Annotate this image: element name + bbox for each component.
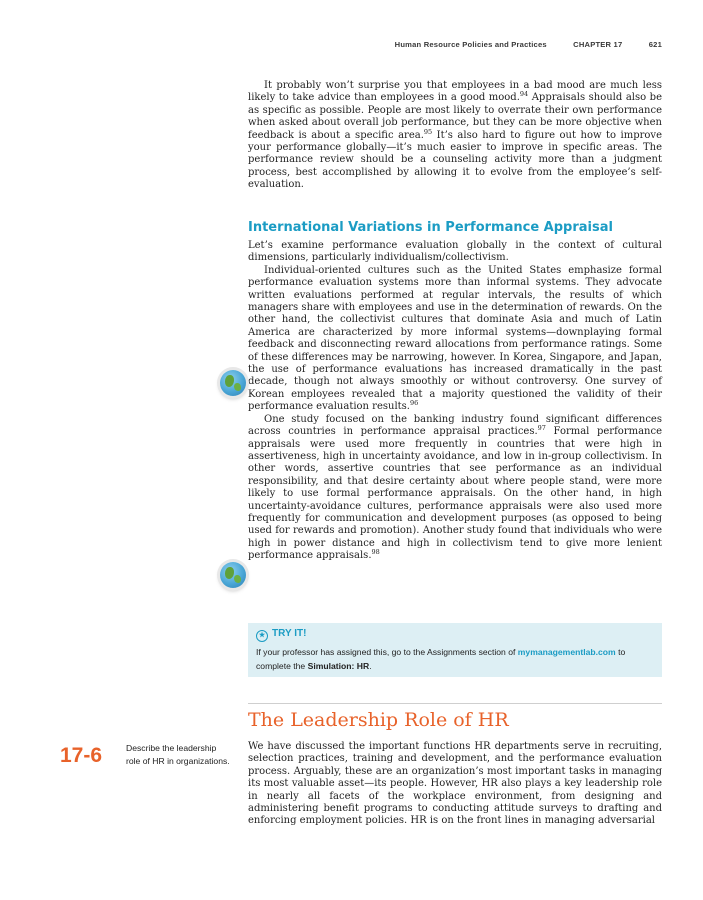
section-heading-international: International Variations in Performance Appraisal: [248, 220, 613, 235]
endnote-96: 96: [409, 399, 419, 408]
try-it-title: ★ TRY IT!: [256, 628, 306, 642]
star-icon: ★: [256, 630, 268, 642]
try-it-text: If your professor has assigned this, go to the Assignments section of mymanagementlab.com to complete the Simulation: HR.: [256, 647, 626, 671]
globe-icon: [220, 562, 246, 588]
endnote-97: 97: [537, 424, 546, 433]
intro-paragraph-block: [248, 80, 662, 192]
intro-paragraph: It probably won’t surprise you that employees in a bad mood are much less likely to take advice than employees in a good mood.$^{94}$ Appraisals should also be as specific as possible. People are most likely to overrate their own performance when asked about overall job performance, but they can be more objective when feedback is about a specific area.$^{95}$ It’s also hard to figure out how to improve your performance globally—it’s much easier to improve in specific areas. The performance review should be a counseling activity more than a judgment process, best accomplished by allowing it to evolve from the employee’s self-evaluation.: [248, 80, 662, 191]
endnote-98: 98: [371, 548, 380, 557]
try-it-box: [248, 623, 662, 677]
globe-icon: [220, 370, 246, 396]
mymanagementlab-link[interactable]: mymanagementlab.com: [517, 647, 616, 657]
section-heading-leadership: The Leadership Role of HR: [248, 709, 509, 731]
running-head-title: Human Resource Policies and Practices: [394, 40, 547, 49]
learning-objective-text: Describe the leadership role of HR in organizations.: [126, 743, 230, 766]
running-head: [300, 40, 662, 49]
leadership-text-block: [248, 741, 662, 828]
endnote-94: 94: [519, 90, 529, 99]
international-paragraph-1: Let’s examine performance evaluation globally in the context of cultural dimensions, particularly individualism/collectivism.: [248, 240, 662, 264]
leadership-paragraph: We have discussed the important functions HR departments serve in recruiting, selection practices, training and development, and the performance evaluation process. Arguably, these are an organization’s most important tasks in managing its most valuable asset—its people. However, HR also plays a key leadership role in nearly all facets of the workplace environment, from designing and administering benefit programs to conducting attitude surveys to drafting and enforcing employment policies. HR is on the front lines in managing adversarial: [248, 741, 662, 827]
international-paragraph-3: One study focused on the banking industry found significant differences across countries in performance appraisal practices.$^{97}$ Formal performance appraisals were used more frequently in countries that were high in assertiveness, high in uncertainty avoidance, and low in in-group collectivism. In other words, assertive countries that see performance as an individual responsibility, and that desire certainty about where people stand, were more likely to use formal performance appraisals. On the other hand, in high uncertainty-avoidance cultures, performance appraisals were also used more frequently for communication and development purposes (as opposed to being used for rewards and promotion). Another study found that individuals who were high in power distance and high in collectivism tend to give more lenient performance appraisals.$^{98}$: [248, 413, 662, 562]
learning-objective-number: 17-6: [60, 744, 103, 767]
international-text-block: [248, 240, 662, 563]
endnote-95: 95: [423, 127, 433, 136]
section-divider: [248, 703, 662, 704]
running-head-chapter: CHAPTER 17: [573, 40, 623, 49]
international-paragraph-2: Individual-oriented cultures such as the United States emphasize formal performance evaluation systems more than informal systems. They advocate written evaluations performed at regular intervals, the results of which managers share with employees and use in the determination of rewards. On the other hand, the collectivist cultures that dominate Asia and much of Latin America are characterized by more informal systems—downplaying formal feedback and disconnecting reward allocations from performance ratings. Some of these differences may be narrowing, however. In Korea, Singapore, and Japan, the use of performance evaluations has increased dramatically in the past decade, though not always smoothly or without controversy. One survey of Korean employees revealed that a majority questioned the validity of their performance evaluation results.$^{96}$: [248, 264, 662, 413]
running-head-page-number: 621: [648, 40, 662, 49]
simulation-name: Simulation: HR: [307, 661, 370, 671]
